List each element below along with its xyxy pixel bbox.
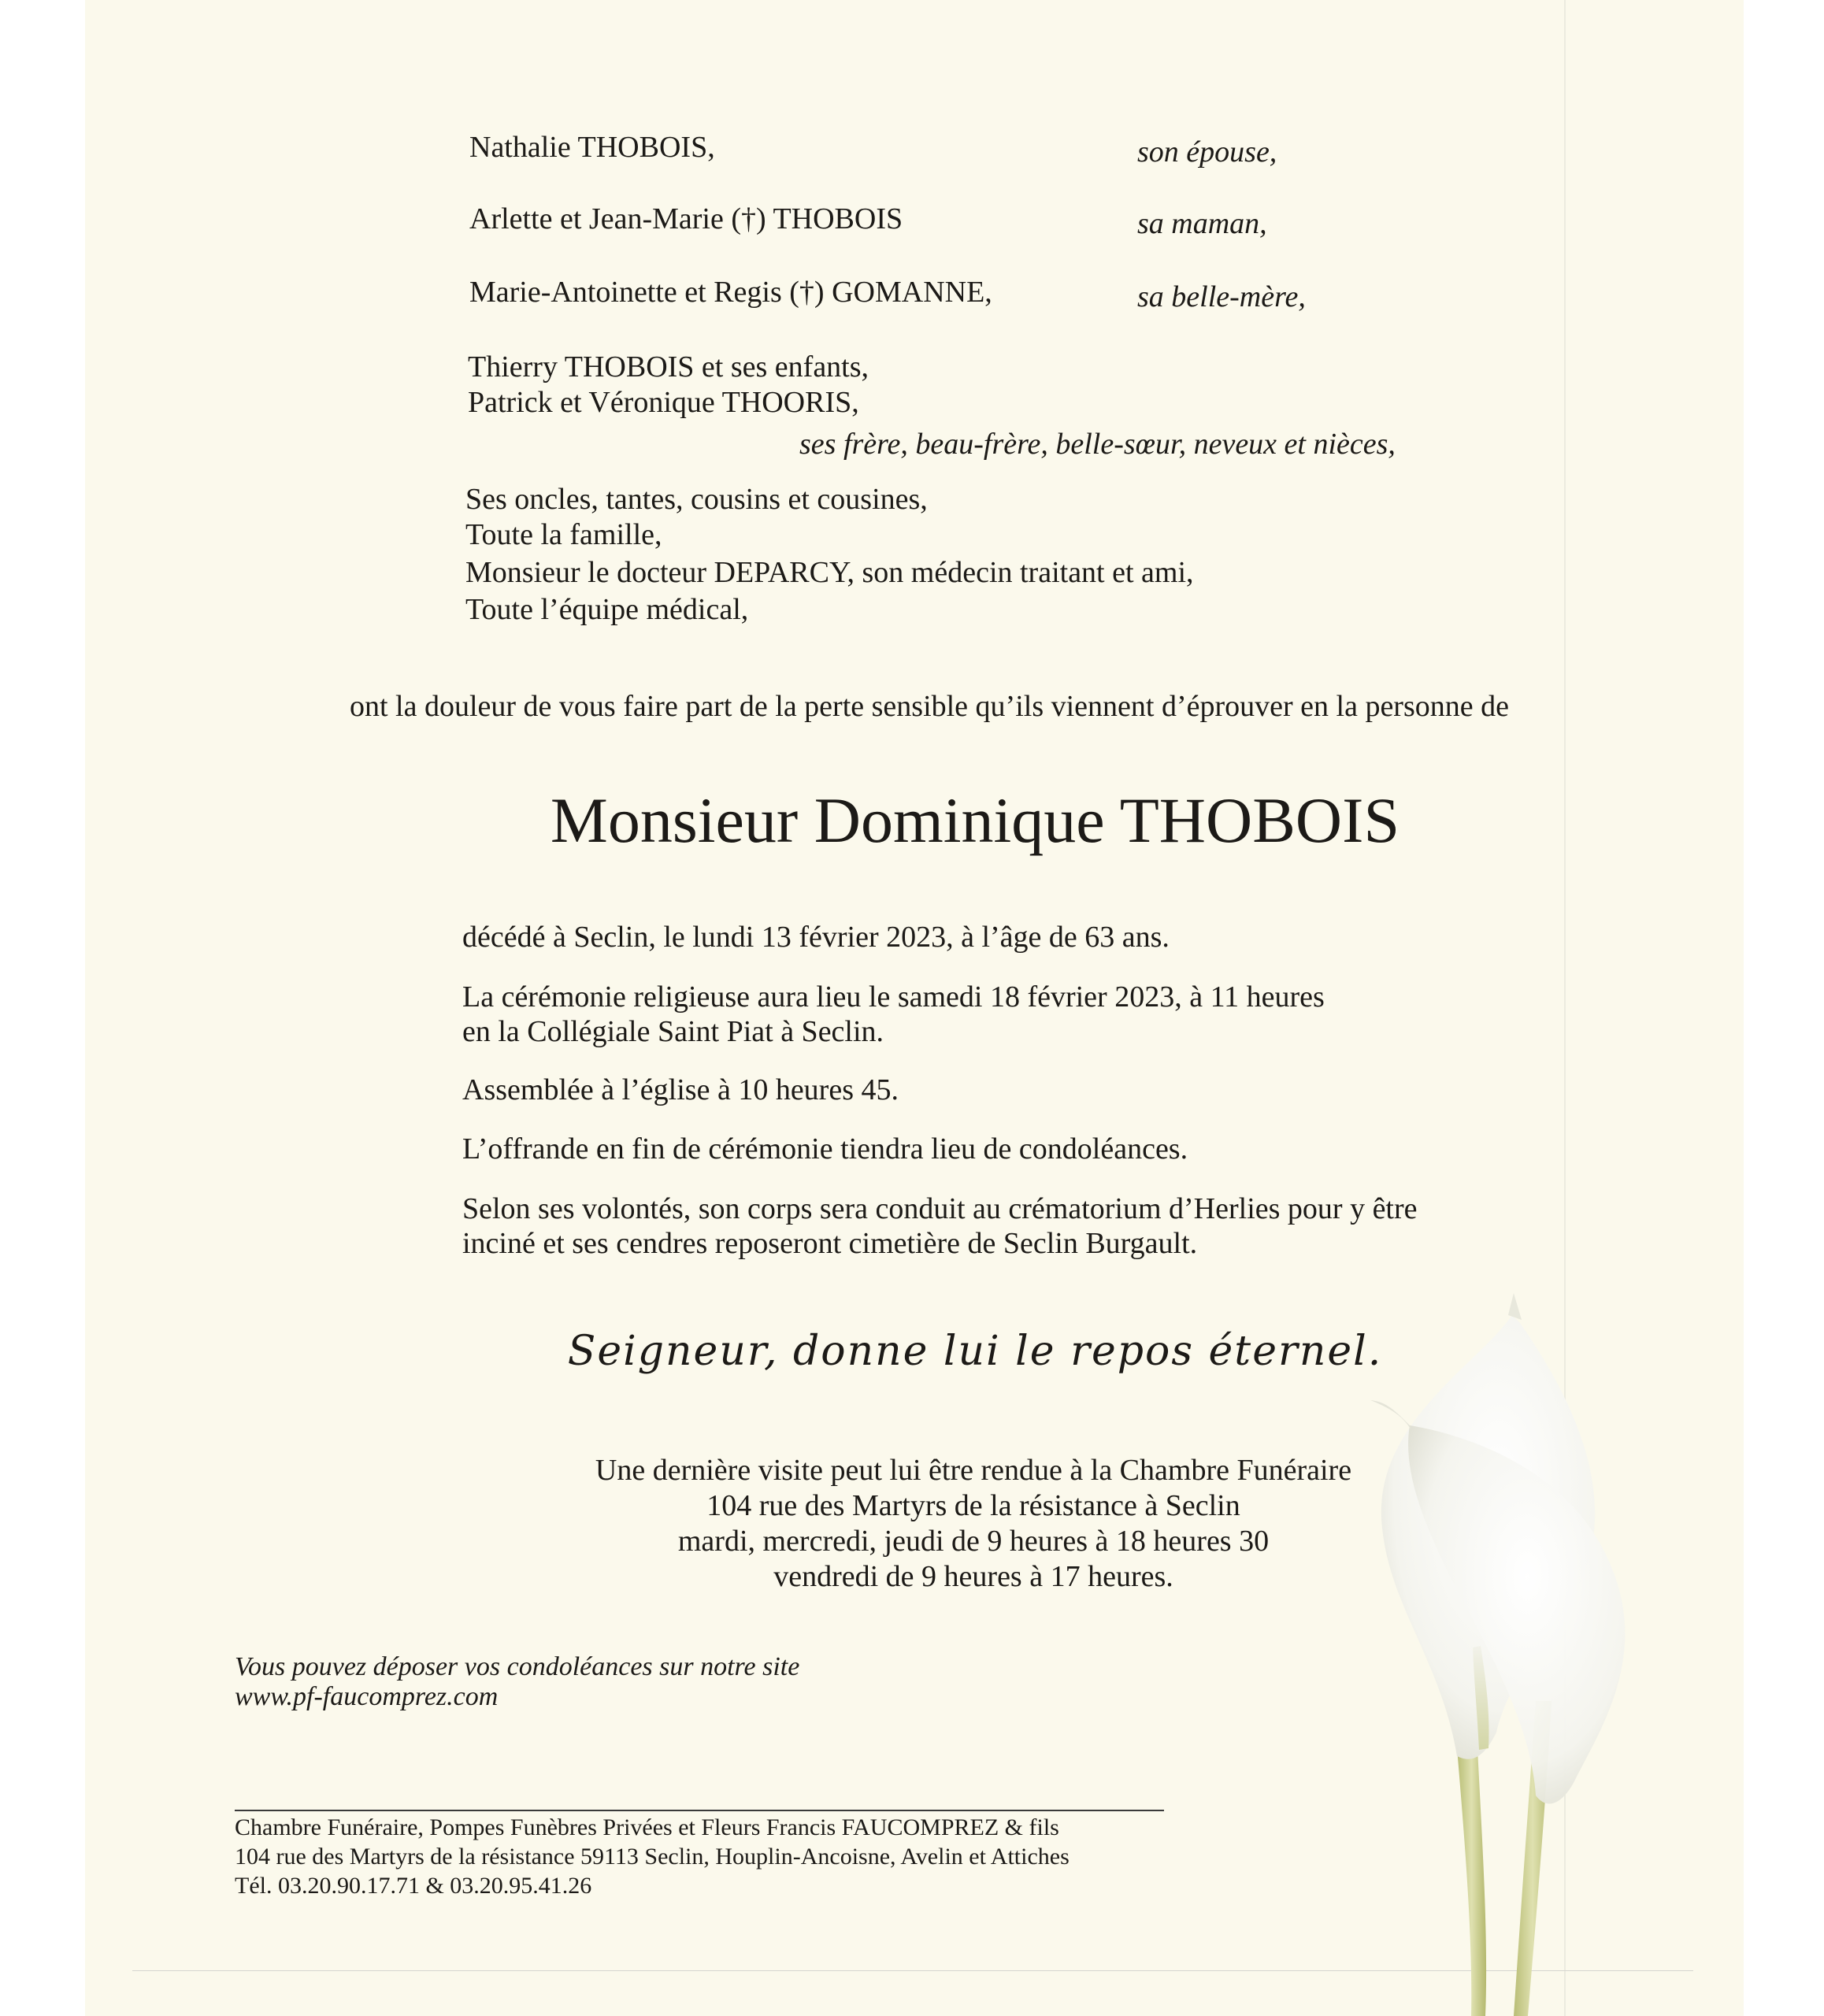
siblings-role: ses frère, beau-frère, belle-sœur, neveux et nièces,: [799, 428, 1396, 461]
visit-line: Une dernière visite peut lui être rendue à la Chambre Funéraire: [595, 1454, 1352, 1487]
siblings-line: Thierry THOBOIS et ses enfants,: [468, 350, 869, 384]
visit-line: mardi, mercredi, jeudi de 9 heures à 18 heures 30: [677, 1525, 1270, 1558]
footer-line: 104 rue des Martyrs de la résistance 59113 Seclin, Houplin-Ancoisne, Avelin et Attiches: [235, 1844, 1070, 1870]
relative-row: [469, 275, 1493, 322]
assembly-line: Assemblée à l’église à 10 heures 45.: [462, 1073, 899, 1106]
visit-line: 104 rue des Martyrs de la résistance à Seclin: [706, 1489, 1240, 1522]
footer-divider: [235, 1810, 1164, 1811]
footer-line: Tél. 03.20.90.17.71 & 03.20.95.41.26: [235, 1873, 592, 1899]
condolence-note: [235, 1652, 799, 1712]
prayer-line: Seigneur, donne lui le repos éternel.: [567, 1328, 1383, 1375]
petal-curl: [1370, 1400, 1411, 1430]
calla-lily-image: [1339, 1292, 1685, 2016]
relative-name: Nathalie THOBOIS,: [469, 131, 715, 164]
stem: [1457, 1748, 1486, 2016]
relative-role: son épouse,: [1137, 135, 1277, 169]
others-line: Toute l’équipe médical,: [465, 593, 749, 626]
deceased-name: Monsieur Dominique THOBOIS: [550, 784, 1400, 856]
wishes-line: Selon ses volontés, son corps sera conduit au crématorium d’Herlies pour y être: [462, 1192, 1418, 1225]
death-line: décédé à Seclin, le lundi 13 février 2023, à l’âge de 63 ans.: [462, 921, 1170, 954]
petal-tip: [1508, 1293, 1522, 1320]
relative-role: sa maman,: [1137, 207, 1267, 240]
wishes-line: inciné et ses cendres reposeront cimetière de Seclin Burgault.: [462, 1227, 1198, 1260]
ceremony-line: en la Collégiale Saint Piat à Seclin.: [462, 1015, 884, 1048]
footer-line: Chambre Funéraire, Pompes Funèbres Privées et Fleurs Francis FAUCOMPREZ & fils: [235, 1814, 1059, 1840]
relative-row: [469, 202, 1493, 249]
condolence-url: www.pf-faucomprez.com: [235, 1682, 499, 1711]
relative-name: Arlette et Jean-Marie (†) THOBOIS: [469, 202, 903, 235]
others-line: Ses oncles, tantes, cousins et cousines,: [465, 483, 928, 516]
relative-role: sa belle-mère,: [1137, 280, 1306, 313]
offering-line: L’offrande en fin de cérémonie tiendra lieu de condoléances.: [462, 1132, 1188, 1166]
condolence-line: Vous pouvez déposer vos condoléances sur notre site: [235, 1652, 800, 1681]
siblings-line: Patrick et Véronique THOORIS,: [468, 386, 859, 419]
announcement-intro: ont la douleur de vous faire part de la perte sensible qu’ils viennent d’éprouver en la personne de: [350, 690, 1509, 723]
others-line: Toute la famille,: [465, 518, 662, 551]
relative-row: [469, 130, 1493, 177]
others-line: Monsieur le docteur DEPARCY, son médecin traitant et ami,: [465, 556, 1194, 589]
visit-line: vendredi de 9 heures à 17 heures.: [773, 1560, 1173, 1593]
relative-name: Marie-Antoinette et Regis (†) GOMANNE,: [469, 276, 992, 309]
ceremony-line: La cérémonie religieuse aura lieu le samedi 18 février 2023, à 11 heures: [462, 980, 1325, 1014]
funeral-home-footer: [235, 1813, 1070, 1900]
